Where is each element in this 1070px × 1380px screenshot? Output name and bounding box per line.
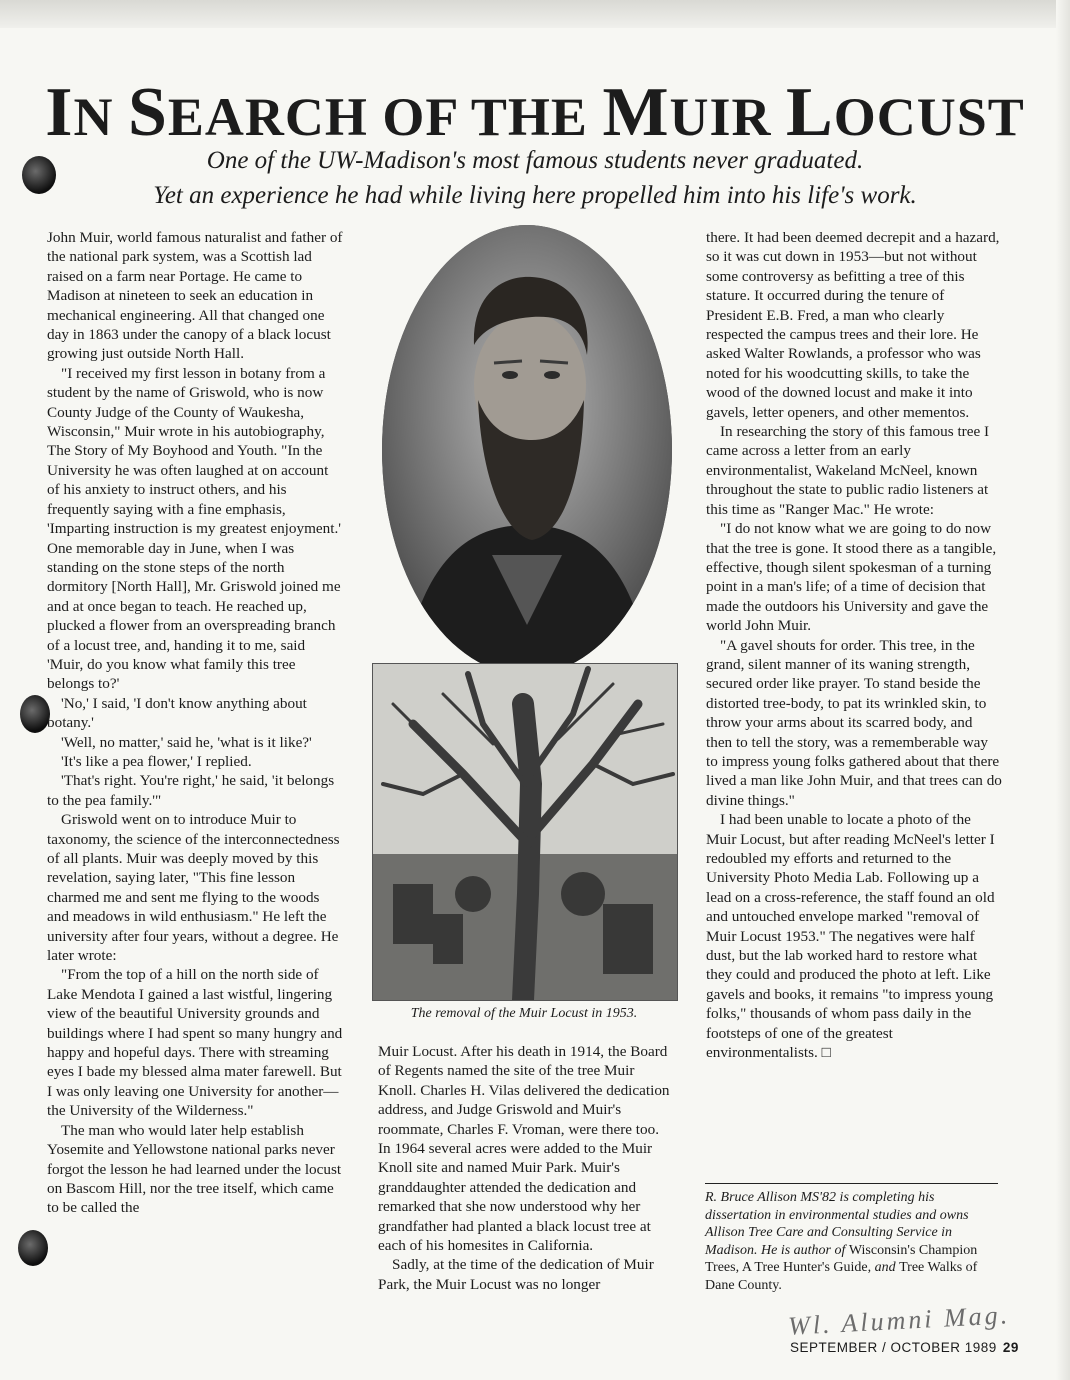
issue-date: SEPTEMBER / OCTOBER 1989	[790, 1340, 997, 1355]
paragraph: In researching the story of this famous tree I came across a letter from an early environmentalist, Wakeland McNeel, known throughout the state to public radio listeners at this time as "Ranger Mac." He wrote:	[706, 423, 990, 518]
paragraph: 'No,' I said, 'I don't know anything about botany.'	[47, 694, 307, 732]
paragraph: Muir Locust. After his death in 1914, the Board of Regents named the site of the tree Muir Knoll. Charles H. Vilas delivered the dedication address, and Judge Griswold and Muir's roommate, Charles F. Vroman, were there too. In 1964 several acres were added to the Muir Knoll site and named Muir Park. Muir's granddaughter attended the dedication and remarked that she now understood why her grandfather had planted a black locust tree at each of his homesites in California.	[378, 1043, 670, 1255]
page-footer	[790, 1340, 1019, 1355]
column-2	[378, 1042, 672, 1294]
column-3	[706, 228, 1002, 1062]
tree-removal-photo	[372, 663, 678, 1001]
paragraph: Sadly, at the time of the dedication of Muir Park, the Muir Locust was no longer	[378, 1256, 654, 1293]
subtitle-line-1: One of the UW-Madison's most famous students never graduated.	[206, 147, 864, 174]
paragraph: "From the top of a hill on the north side of Lake Mendota I gained a last wistful, lingering view of the beautiful University grounds and buildings where I had spent so many hungry and happy and hopeful days. There with streaming eyes I bade my blessed alma mater farewell. But I was only leaving one University for another—the University of the Wilderness."	[47, 966, 343, 1120]
article-title: IN SEARCH OF THE MUIR LOCUST	[45, 74, 1025, 151]
paragraph: The man who would later help establish Yosemite and Yellowstone national parks never forgot the lesson he had learned under the locust on Bascom Hill, nor the tree itself, which came to be called the	[47, 1121, 342, 1217]
binder-hole-icon	[18, 1230, 48, 1266]
paragraph: I had been unable to locate a photo of the Muir Locust, but after reading McNeel's letter I redoubled my efforts and returned to the University Photo Media Lab. Following up a lead on a cross-reference, the staff found an old and untouched envelope marked "removal of Muir Locust 1953." The negatives were half dust, but the lab worked hard to restore what they could and produced the photo at left. Like gavels and books, it remains "to impress young folks," thousands of whom pass daily in the footsteps of one of the greatest environmentalists. □	[706, 811, 995, 1062]
photo-caption: The removal of the Muir Locust in 1953.	[410, 1006, 638, 1021]
paragraph: "A gavel shouts for order. This tree, in the grand, silent manner of its waning strength, secured order like prayer. To stand beside the distorted tree-body, to pat its wrinkled skin, to throw your arms about its scarred body, and then to tell the story, was a rememberable way to impress young folks gathered about that there lived a man like John Muir, and that trees can do divine things."	[706, 636, 1002, 809]
page-number: 29	[1002, 1340, 1019, 1355]
paragraph: there. It had been deemed decrepit and a hazard, so it was cut down in 1953—but not without some controversy as befitting a tree of this stature. It occurred during the tenure of President E.B. Fred, a man who clearly respected the campus trees and their lore. He asked Walter Rowlands, a professor who was noted for his woodcutting skills, to take the wood of the downed locust and make it into gavels, letter openers, and other mementos.	[706, 229, 1000, 421]
handwritten-note: Wl. Alumni Mag.	[787, 1300, 1011, 1341]
binder-hole-icon	[20, 695, 50, 733]
paragraph: "I do not know what we are going to do now that the tree is gone. It stood there as a tangible, effective, though silent spokesman of a turning point in a man's life; of a time of decision that made the outdoors his University and gave the world John Muir.	[706, 520, 997, 635]
author-bio: R. Bruce Allison MS'82 is completing his dissertation in environmental studies and owns Allison Tree Care and Consulting Service in Madison. He is author of Wisconsin's Champion Trees, A Tree Hunter's Guide, and Tree Walks of Dane County.	[705, 1190, 978, 1293]
paragraph: "I received my first lesson in botany from a student by the name of Griswold, who is now County Judge of the County of Waukesha, Wisconsin," Muir wrote in his autobiography, The Story of My Boyhood and Youth. "In the University he was often laughed at on account of his anxiety to instruct others, and his frequently saying with a fine emphasis, 'Imparting instruction is my greatest enjoyment.' One memorable day in June, when I was standing on the stone steps of the north dormitory [North Hall], Mr. Griswold joined me and at once began to teach. He reached up, plucked a flower from an overspreading branch of a locust tree, and, handing it to me, said 'Muir, do you know what family this tree belongs to?'	[47, 364, 341, 693]
paragraph: 'That's right. You're right,' he said, 'it belongs to the pea family.'"	[47, 772, 335, 809]
subtitle-line-2: Yet an experience he had while living here propelled him into his life's work.	[153, 182, 917, 209]
paragraph: 'It's like a pea flower,' I replied.	[61, 752, 252, 770]
paragraph: Griswold went on to introduce Muir to taxonomy, the science of the interconnectedness of all plants. Muir was deeply moved by this revelation, saying later, "This fine lesson charmed me and sent me flying to the woods and meadows in wild enthusiasm." He left the university after four years, without a degree. He later wrote:	[47, 811, 340, 965]
column-1	[47, 228, 343, 1218]
john-muir-portrait	[382, 225, 672, 675]
paragraph: John Muir, world famous naturalist and father of the national park system, was a Scottish lad raised on a farm near Portage. He came to Madison at nineteen to seek an education in mechanical engineering. All that changed one day in 1863 under the canopy of a black locust growing just outside North Hall.	[47, 229, 343, 363]
scan-edge	[0, 0, 1070, 28]
author-bio-divider	[705, 1183, 998, 1184]
paragraph: 'Well, no matter,' said he, 'what is it like?'	[61, 733, 312, 751]
